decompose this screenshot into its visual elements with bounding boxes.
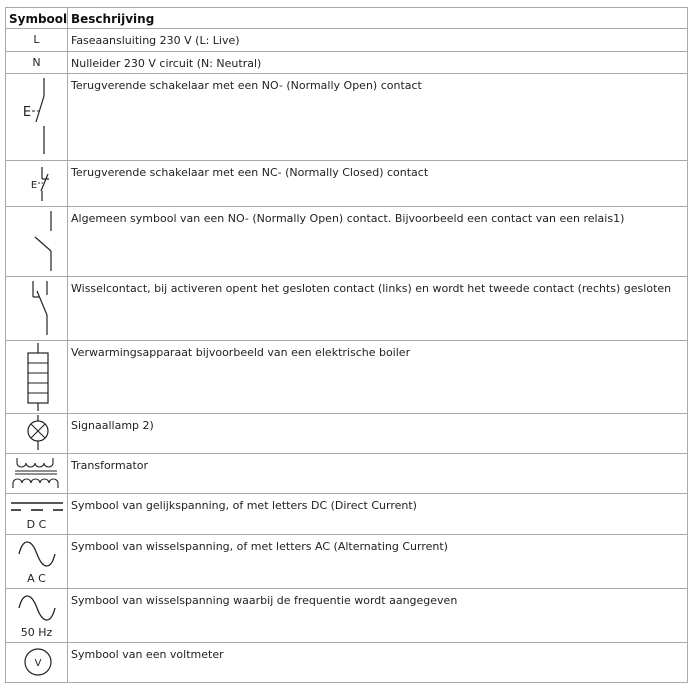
neutral-label: N — [32, 56, 41, 69]
pushbutton-nc-icon — [7, 161, 67, 205]
table-row — [6, 207, 688, 277]
pushbutton-nc-e-label: E — [30, 180, 37, 191]
description-cell: Wisselcontact, bij activeren opent het gesloten contact (links) en wordt het tweede contact (rechts) gesloten — [68, 277, 688, 341]
dc-symbol-icon — [7, 496, 67, 518]
symbol-cell — [6, 414, 68, 454]
table-row — [6, 277, 688, 341]
symbol-cell — [6, 161, 68, 207]
frequency-label: 50 Hz — [20, 626, 53, 639]
table-header-row — [6, 8, 688, 29]
symbol-cell — [6, 454, 68, 494]
description-cell: Symbool van een voltmeter — [68, 643, 688, 683]
description-cell: Nulleider 230 V circuit (N: Neutral) — [68, 52, 688, 74]
symbol-cell — [6, 52, 68, 74]
symbol-cell — [6, 207, 68, 277]
description-cell: Terugverende schakelaar met een NC- (Normally Closed) contact — [68, 161, 688, 207]
signal-lamp-icon — [7, 414, 67, 452]
table-row — [6, 341, 688, 414]
ac-label: A C — [27, 572, 46, 585]
ac-symbol-icon — [7, 536, 67, 572]
table-row — [6, 52, 688, 74]
header-description: Beschrijving — [68, 8, 688, 29]
description-cell: Symbool van gelijkspanning, of met letters DC (Direct Current) — [68, 494, 688, 535]
transformer-icon — [7, 454, 67, 492]
table-row — [6, 535, 688, 589]
no-contact-icon — [7, 207, 67, 275]
description-cell: Symbool van wisselspanning waarbij de frequentie wordt aangegeven — [68, 589, 688, 643]
symbol-cell — [6, 643, 68, 683]
table-row — [6, 494, 688, 535]
voltmeter-icon — [7, 643, 67, 681]
description-cell: Faseaansluiting 230 V (L: Live) — [68, 29, 688, 52]
changeover-contact-icon — [7, 277, 67, 339]
description-cell: Transformator — [68, 454, 688, 494]
table-row — [6, 454, 688, 494]
table-row — [6, 589, 688, 643]
description-cell: Algemeen symbool van een NO- (Normally Open) contact. Bijvoorbeeld een contact van een relais1) — [68, 207, 688, 277]
description-cell: Terugverende schakelaar met een NO- (Normally Open) contact — [68, 74, 688, 161]
description-cell: Verwarmingsapparaat bijvoorbeeld van een elektrische boiler — [68, 341, 688, 414]
live-label: L — [33, 33, 40, 46]
pushbutton-no-icon — [7, 74, 67, 160]
voltmeter-v-label: V — [34, 658, 41, 669]
symbol-cell — [6, 29, 68, 52]
dc-label: D C — [26, 518, 47, 531]
symbol-cell — [6, 494, 68, 535]
table-row — [6, 161, 688, 207]
symbol-cell — [6, 535, 68, 589]
symbol-cell — [6, 341, 68, 414]
table-row — [6, 74, 688, 161]
symbol-table — [5, 7, 688, 683]
table-row — [6, 414, 688, 454]
header-symbol: Symbool — [6, 8, 68, 29]
symbol-cell — [6, 74, 68, 161]
description-cell: Signaallamp 2) — [68, 414, 688, 454]
symbol-cell — [6, 589, 68, 643]
table-row — [6, 29, 688, 52]
description-cell: Symbool van wisselspanning, of met letters AC (Alternating Current) — [68, 535, 688, 589]
symbol-cell — [6, 277, 68, 341]
table-row — [6, 643, 688, 683]
heater-icon — [7, 341, 67, 413]
ac-frequency-icon — [7, 590, 67, 626]
pushbutton-no-e-label: E — [22, 105, 31, 120]
